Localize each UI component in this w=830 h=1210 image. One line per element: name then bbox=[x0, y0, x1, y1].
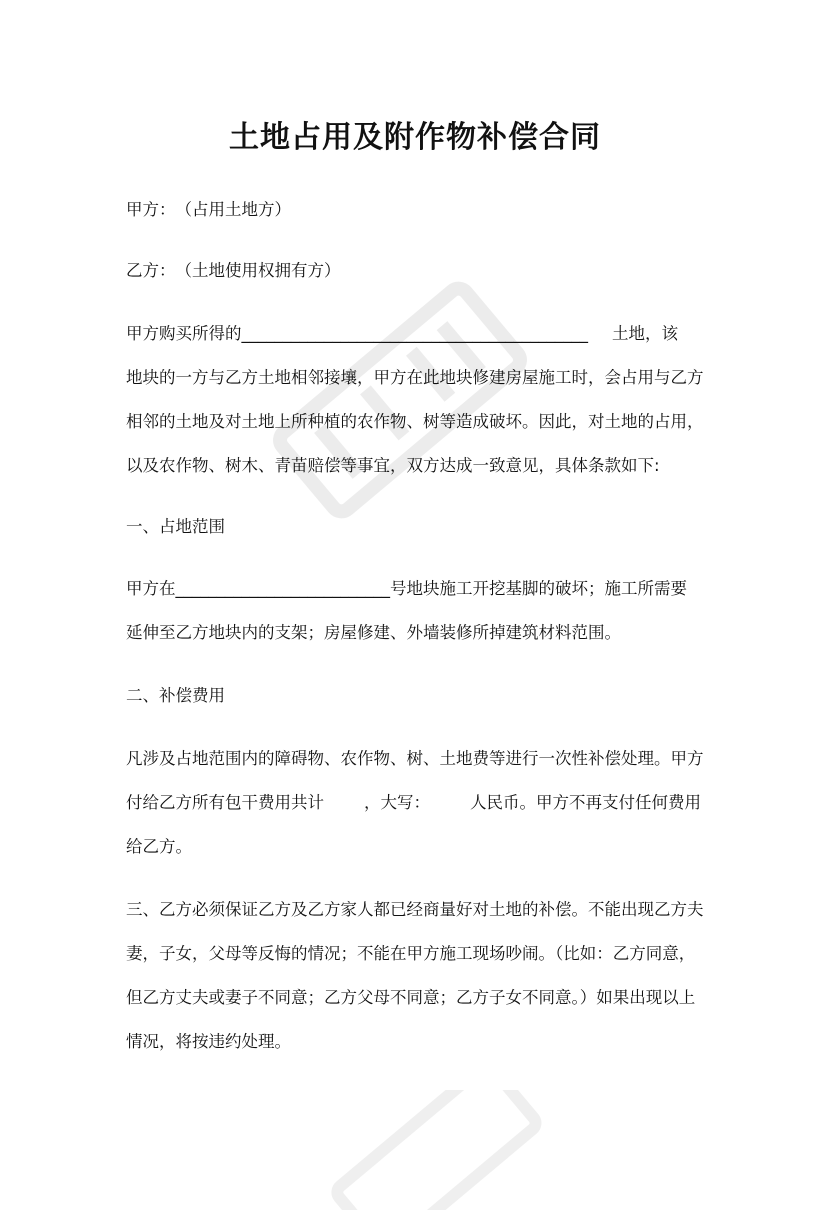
currency-note: 人民币。甲方不再支付任何费用 bbox=[470, 793, 701, 812]
section-3-line-1: 三、乙方必须保证乙方及乙方家人都已经商量好对土地的补偿。不能出现乙方夫 bbox=[126, 900, 704, 919]
section-2-line-3: 给乙方。 bbox=[126, 837, 192, 856]
intro-line-1-end: 土地，该 bbox=[612, 324, 678, 343]
page-title: 土地占用及附作物补偿合同 bbox=[229, 120, 601, 155]
capital-amount-label: ，大写： bbox=[364, 793, 430, 812]
intro-line-2: 地块的一方与乙方土地相邻接壤，甲方在此地块修建房屋施工时，会占用与乙方 bbox=[126, 368, 704, 387]
section-1-heading: 一、占地范围 bbox=[126, 517, 225, 536]
section-3-line-3: 但乙方丈夫或妻子不同意；乙方父母不同意；乙方子女不同意。）如果出现以上 bbox=[126, 988, 696, 1007]
section-3-line-4: 情况，将按违约处理。 bbox=[126, 1032, 291, 1051]
party-b: 乙方： （土地使用权拥有方） bbox=[126, 261, 341, 280]
intro-line-1 bbox=[126, 323, 678, 345]
intro-line-3: 相邻的土地及对土地上所种植的农作物、树等造成破坏。因此，对土地的占用， bbox=[126, 412, 704, 431]
section-2-heading: 二、补偿费用 bbox=[126, 686, 225, 705]
party-a: 甲方： （占用土地方） bbox=[126, 200, 291, 219]
section-1-line-1: 甲方在__________________________号地块施工开挖基脚的破坏；施工所需要 bbox=[126, 579, 687, 598]
intro-line-1-start: 甲方购买所得的__________________________________________ bbox=[126, 324, 588, 343]
section-2-line-2 bbox=[126, 792, 701, 814]
intro-line-4: 以及农作物、树木、青苗赔偿等事宜，双方达成一致意见，具体条款如下: bbox=[126, 456, 660, 475]
total-fee-label: 付给乙方所有包干费用共计 bbox=[126, 793, 324, 812]
watermark-logo-bottom bbox=[300, 1090, 560, 1210]
section-1-line-2: 延伸至乙方地块内的支架；房屋修建、外墙装修所掉建筑材料范围。 bbox=[126, 623, 621, 642]
section-3-line-2: 妻，子女，父母等反悔的情况；不能在甲方施工现场吵闹。（比如：乙方同意， bbox=[126, 944, 696, 963]
section-2-line-1: 凡涉及占地范围内的障碍物、农作物、树、土地费等进行一次性补偿处理。甲方 bbox=[126, 749, 704, 768]
watermark-logo bbox=[240, 240, 560, 560]
